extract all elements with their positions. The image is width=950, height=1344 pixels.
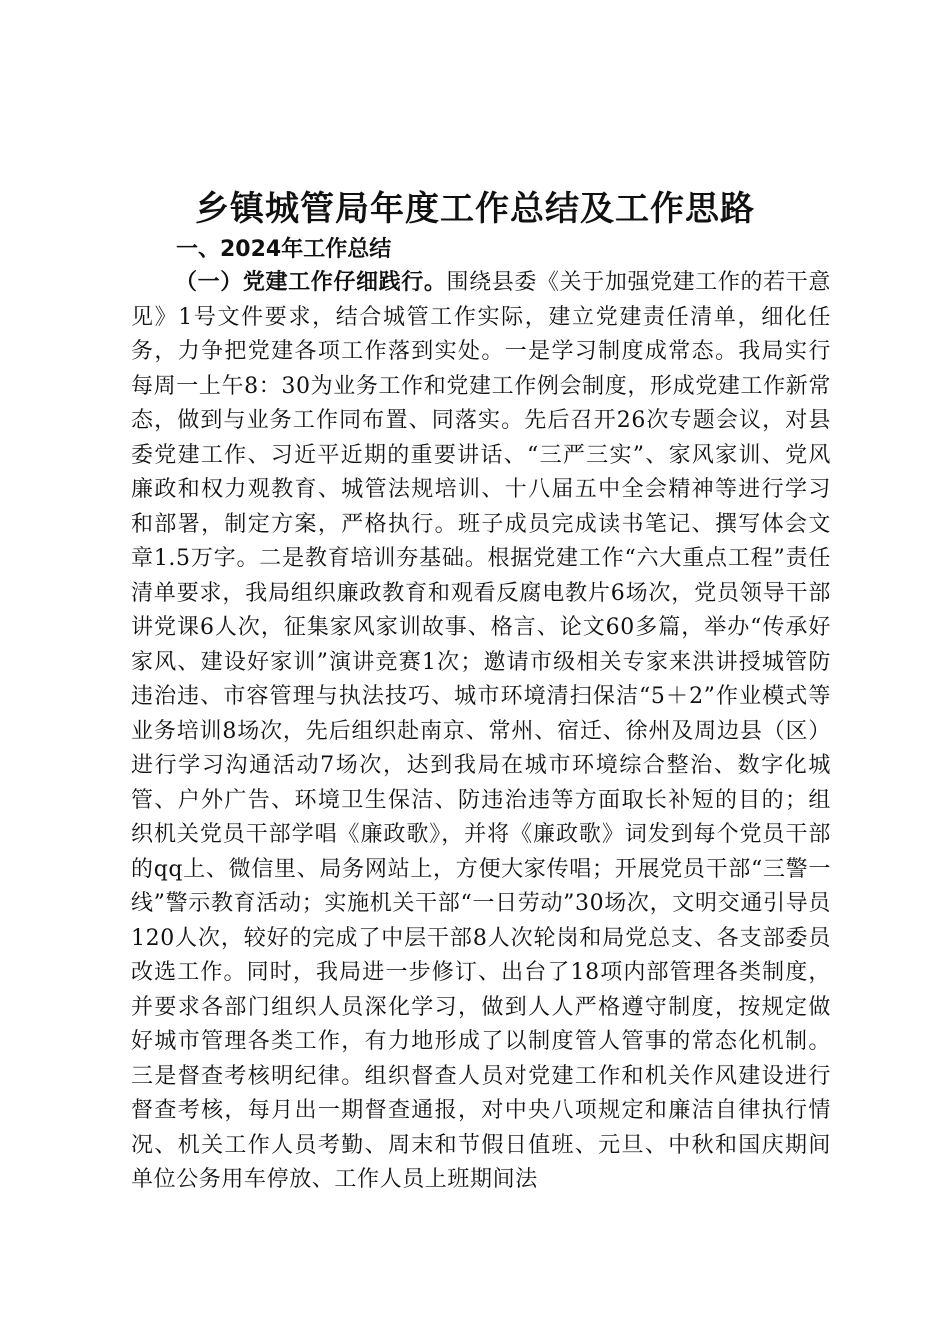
body-paragraph bbox=[131, 266, 831, 1198]
paragraph-lead: （一）党建工作仔细践行。 bbox=[175, 270, 447, 295]
section-heading: 一、2024年工作总结 bbox=[176, 237, 392, 262]
paragraph-body: 围绕县委《关于加强党建工作的若干意见》1号文件要求，结合城管工作实际，建立党建责任清单，细化任务，力争把党建各项工作落到实处。一是学习制度成常态。我局实行每周一上午8：30为业务工作和党建工作例会制度，形成党建工作新常态，做到与业务工作同布置、同落实。先后召开26次专题会议，对县委党建工作、习近平近期的重要讲话、“三严三实”、家风家训、党风廉政和权力观教育、城管法规培训、十八届五中全会精神等进行学习和部署，制定方案，严格执行。班子成员完成读书笔记、撰写体会文章1.5万字。二是教育培训夯基础。根据党建工作“六大重点工程”责任清单要求，我局组织廉政教育和观看反腐电教片6场次，党员领导干部讲党课6人次，征集家风家训故事、格言、论文60多篇，举办“传承好家风、建设好家训”演讲竞赛1次；邀请市级相关专家来洪讲授城管防违治违、市容管理与执法技巧、城市环境清扫保洁“5＋2”作业模式等业务培训8场次，先后组织赴南京、常州、宿迁、徐州及周边县（区）进行学习沟通活动7场次，达到我局在城市环境综合整治、数字化城管、户外广告、环境卫生保洁、防违治违等方面取长补短的目的；组织机关党员干部学唱《廉政歌》，并将《廉政歌》词发到每个党员干部的qq上、微信里、局务网站上，方便大家传唱；开展党员干部“三警一线”警示教育活动；实施机关干部“一日劳动”30场次，文明交通引导员120人次，较好的完成了中层干部8人次轮岗和局党总支、各支部委员改选工作。同时，我局进一步修订、出台了18项内部管理各类制度，并要求各部门组织人员深化学习，做到人人严格遵守制度，按规定做好城市管理各类工作，有力地形成了以制度管人管事的常态化机制。三是督查考核明纪律。组织督查人员对党建工作和机关作风建设进行督查考核，每月出一期督查通报，对中央八项规定和廉洁自律执行情况、机关工作人员考勤、周末和节假日值班、元旦、中秋和国庆期间单位公务用车停放、工作人员上班期间法 bbox=[131, 270, 832, 1192]
document-title: 乡镇城管局年度工作总结及工作思路 bbox=[195, 189, 755, 229]
